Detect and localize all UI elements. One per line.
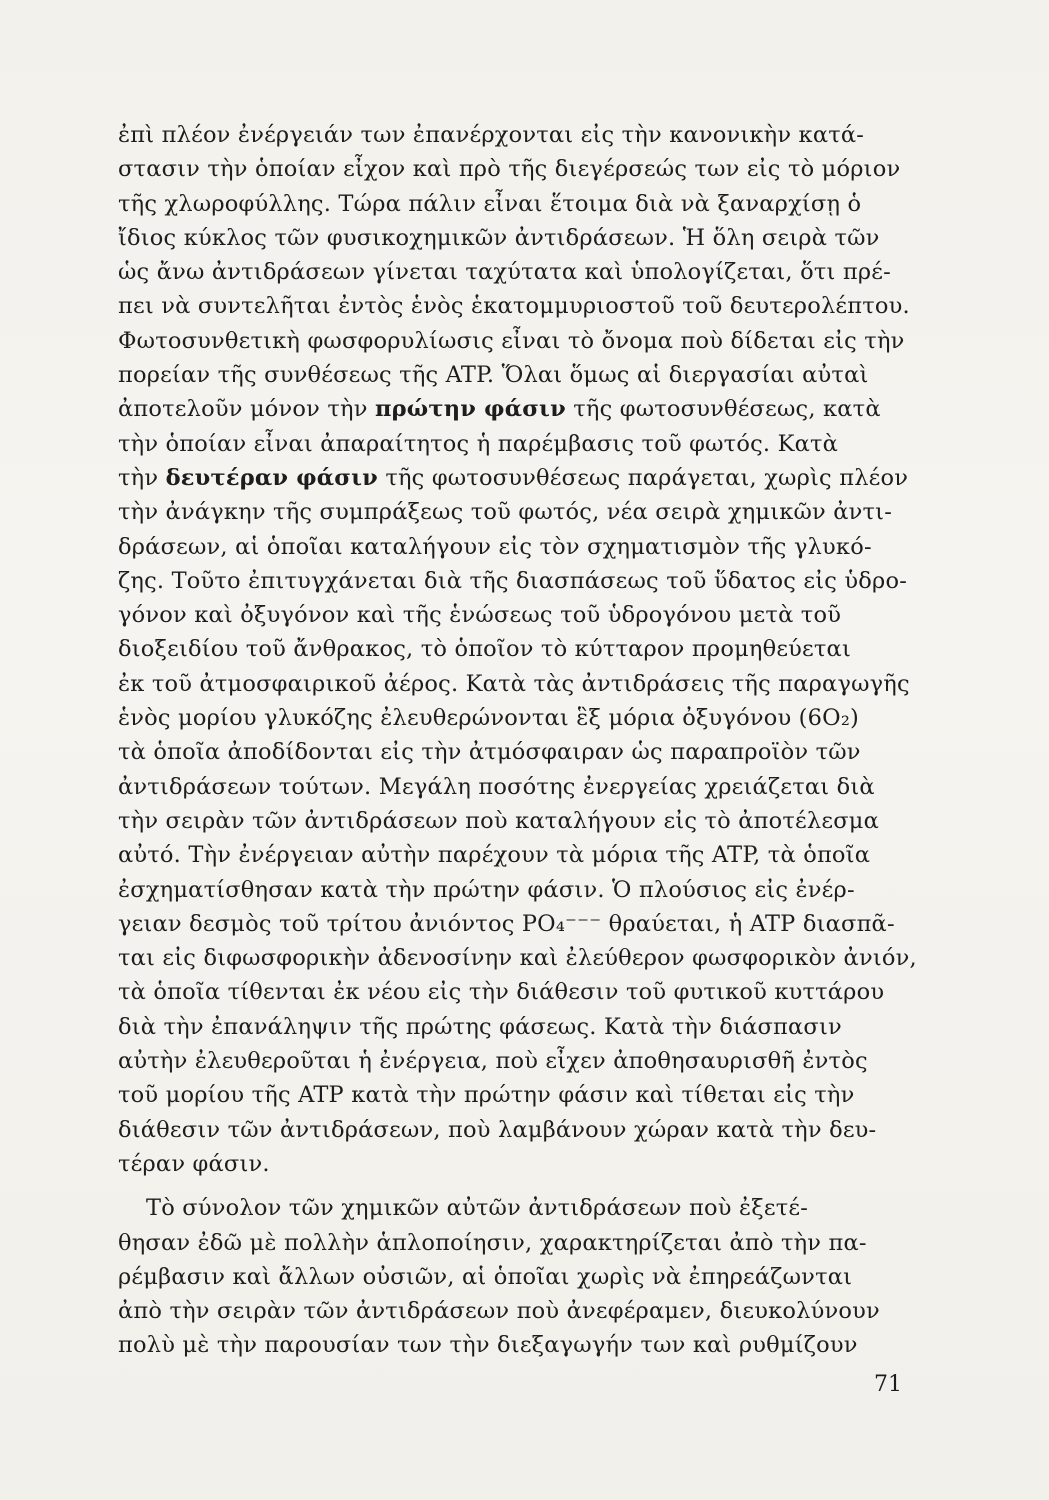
text-line: γόνον καὶ ὀξυγόνον καὶ τῆς ἑνώσεως τοῦ ὑδρογόνου μετὰ τοῦ: [118, 602, 842, 629]
bold-term-first-phase: πρώτην φάσιν: [374, 396, 566, 423]
text-segment: τὴν: [118, 464, 159, 491]
text-line: διὰ τὴν ἐπανάληψιν τῆς πρώτης φάσεως. Κατὰ τὴν διάσπασιν: [118, 1013, 842, 1040]
text-line: πει νὰ συντελῆται ἐντὸς ἑνὸς ἑκατομμυριοστοῦ τοῦ δευτερολέπτου.: [118, 293, 910, 320]
text-line: ἐσχηματίσθησαν κατὰ τὴν πρώτην φάσιν. Ὁ πλούσιος εἰς ἐνέρ-: [118, 876, 855, 903]
page-number: 71: [874, 1372, 902, 1397]
text-line: ἐπὶ πλέον ἐνέργειάν των ἐπανέρχονται εἰς τὴν κανονικὴν κατά-: [118, 122, 865, 148]
text-segment: τῆς φωτοσυνθέσεως παράγεται, χωρὶς πλέον: [385, 464, 909, 491]
text-line: γειαν δεσμὸς τοῦ τρίτου ἀνιόντος PO₄⁻⁻⁻ θραύεται, ἡ ATP διασπᾶ-: [118, 910, 895, 937]
text-line: διοξειδίου τοῦ ἄνθρακος, τὸ ὁποῖον τὸ κύτταρον προμηθεύεται: [118, 636, 851, 663]
text-line: ἀπὸ τὴν σειρὰν τῶν ἀντιδράσεων ποὺ ἀνεφέραμεν, διευκολύνουν: [118, 1298, 880, 1325]
text-line: τὴν σειρὰν τῶν ἀντιδράσεων ποὺ καταλήγουν εἰς τὸ ἀποτέλεσμα: [118, 807, 879, 834]
text-segment: τῆς φωτοσυνθέσεως, κατὰ: [573, 396, 881, 423]
text-line: τὴν ὁποίαν εἶναι ἀπαραίτητος ἡ παρέμβασις τοῦ φωτός. Κατὰ: [118, 430, 839, 457]
text-line: ἐκ τοῦ ἀτμοσφαιρικοῦ ἀέρος. Κατὰ τὰς ἀντιδράσεις τῆς παραγωγῆς: [118, 670, 910, 697]
text-line: αὐτό. Τὴν ἐνέργειαν αὐτὴν παρέχουν τὰ μόρια τῆς ATP, τὰ ὁποῖα: [118, 842, 871, 869]
body-text: [118, 118, 918, 1363]
text-line: ἑνὸς μορίου γλυκόζης ἐλευθερώνονται ἓξ μόρια ὀξυγόνου (6O₂): [118, 705, 860, 732]
text-line: ὡς ἄνω ἀντιδράσεων γίνεται ταχύτατα καὶ ὑπολογίζεται, ὅτι πρέ-: [118, 259, 891, 286]
text-line: [118, 392, 918, 426]
text-line: πορείαν τῆς συνθέσεως τῆς ATP. Ὅλαι ὅμως αἱ διεργασίαι αὐταὶ: [118, 362, 869, 389]
text-line: τέραν φάσιν.: [118, 1150, 270, 1177]
text-line: τῆς χλωροφύλλης. Τώρα πάλιν εἶναι ἕτοιμα διὰ νὰ ξαναρχίσῃ ὁ: [118, 190, 862, 217]
text-line: διάθεσιν τῶν ἀντιδράσεων, ποὺ λαμβάνουν χώραν κατὰ τὴν δευ-: [118, 1116, 877, 1143]
text-line: πολὺ μὲ τὴν παρουσίαν των τὴν διεξαγωγήν των καὶ ρυθμίζουν: [118, 1332, 858, 1359]
text-line: δράσεων, αἱ ὁποῖαι καταλήγουν εἰς τὸν σχηματισμὸν τῆς γλυκό-: [118, 533, 872, 560]
paragraph-gap: [118, 1181, 918, 1191]
text-line: [118, 461, 918, 495]
text-line: θησαν ἐδῶ μὲ πολλὴν ἁπλοποίησιν, χαρακτηρίζεται ἀπὸ τὴν πα-: [118, 1229, 867, 1256]
text-line: ρέμβασιν καὶ ἄλλων οὐσιῶν, αἱ ὁποῖαι χωρὶς νὰ ἐπηρεάζωνται: [118, 1263, 853, 1290]
text-line: Φωτοσυνθετικὴ φωσφορυλίωσις εἶναι τὸ ὄνομα ποὺ δίδεται εἰς τὴν: [118, 327, 905, 354]
bold-term-second-phase: δευτέραν φάσιν: [165, 464, 378, 491]
text-line: στασιν τὴν ὁποίαν εἶχον καὶ πρὸ τῆς διεγέρσεώς των εἰς τὸ μόριον: [118, 156, 901, 183]
text-line: ἴδιος κύκλος τῶν φυσικοχημικῶν ἀντιδράσεων. Ἡ ὅλη σειρὰ τῶν: [118, 224, 880, 251]
text-line: ζης. Τοῦτο ἐπιτυγχάνεται διὰ τῆς διασπάσεως τοῦ ὕδατος εἰς ὑδρο-: [118, 567, 908, 594]
text-segment: ἀποτελοῦν μόνον τὴν: [118, 396, 368, 423]
text-line: τὴν ἀνάγκην τῆς συμπράξεως τοῦ φωτός, νέα σειρὰ χημικῶν ἀντι-: [118, 499, 893, 526]
text-line: ται εἰς διφωσφορικὴν ἀδενοσίνην καὶ ἐλεύθερον φωσφορικὸν ἀνιόν,: [118, 945, 917, 972]
text-line: τὰ ὁποῖα τίθενται ἐκ νέου εἰς τὴν διάθεσιν τοῦ φυτικοῦ κυττάρου: [118, 979, 885, 1006]
text-line: αὐτὴν ἐλευθεροῦται ἡ ἐνέργεια, ποὺ εἶχεν ἀποθησαυρισθῆ ἐντὸς: [118, 1048, 868, 1075]
text-line: ἀντιδράσεων τούτων. Μεγάλη ποσότης ἐνεργείας χρειάζεται διὰ: [118, 773, 875, 800]
text-line: τὰ ὁποῖα ἀποδίδονται εἰς τὴν ἀτμόσφαιραν ὡς παραπροϊὸν τῶν: [118, 739, 861, 766]
text-line: Τὸ σύνολον τῶν χημικῶν αὐτῶν ἀντιδράσεων ποὺ ἐξετέ-: [146, 1195, 809, 1222]
text-line: τοῦ μορίου τῆς ATP κατὰ τὴν πρώτην φάσιν καὶ τίθεται εἰς τὴν: [118, 1082, 855, 1109]
